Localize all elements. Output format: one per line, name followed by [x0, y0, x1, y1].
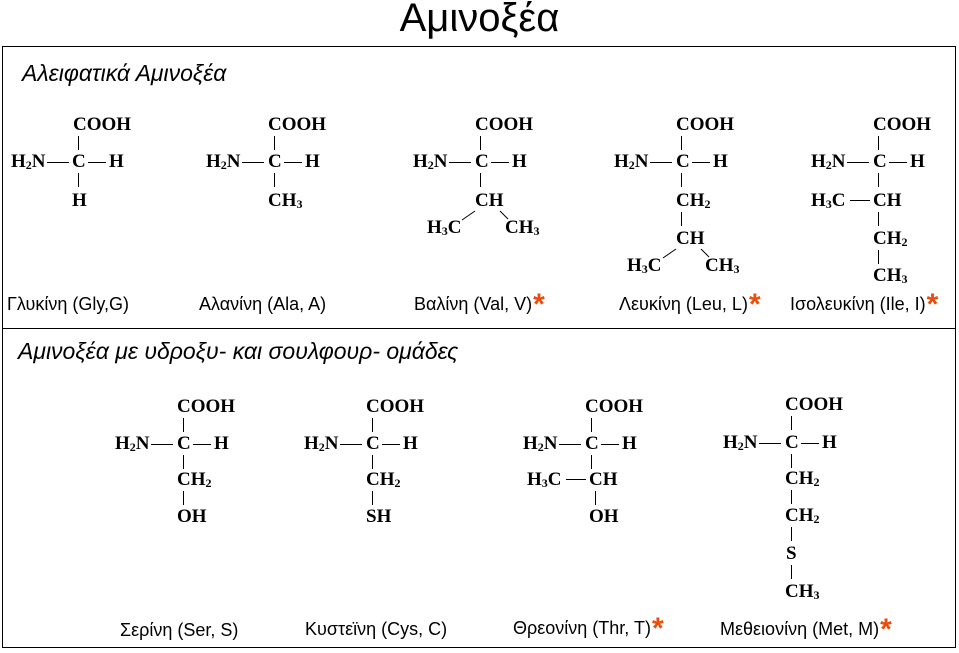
side-chain-oh: OH — [589, 506, 619, 527]
amino-acid-name-threonine: Θρεονίνη (Thr, T)* — [513, 612, 664, 645]
alpha-hydrogen: H — [910, 151, 925, 172]
amino-acid-name-alanine: Αλανίνη (Ala, A) — [199, 294, 327, 314]
side-chain-ch3: $CH_3$ — [785, 581, 820, 602]
section-title-hydroxy-sulfur: Αμινοξέα με υδροξυ- και σουλφουρ- ομάδες — [18, 338, 459, 364]
alpha-carbon: C — [676, 151, 690, 172]
alpha-carbon: C — [475, 151, 489, 172]
amine-group: $H_2N$ — [115, 433, 150, 454]
amine-group: $H_2N$ — [614, 151, 649, 172]
alpha-hydrogen: H — [822, 432, 837, 453]
alpha-carbon: C — [585, 433, 599, 454]
amine-group: $H_2N$ — [413, 151, 448, 172]
essential-star-icon: * — [880, 613, 892, 646]
alpha-carbon: C — [873, 151, 887, 172]
alpha-hydrogen: H — [305, 151, 320, 172]
carboxyl-group: COOH — [475, 114, 534, 135]
alpha-hydrogen: H — [214, 433, 229, 454]
side-chain-ch: CH — [589, 469, 618, 490]
alpha-carbon: C — [366, 433, 380, 454]
side-chain-h3c: $H_3C$ — [427, 217, 462, 238]
page-title: Αμινοξέα — [399, 0, 560, 40]
amine-group: $H_2N$ — [523, 433, 558, 454]
alpha-hydrogen: H — [109, 151, 124, 172]
essential-star-icon: * — [926, 288, 939, 321]
side-chain-ch2: $CH_2$ — [785, 468, 820, 489]
amino-acid-name-leucine: Λευκίνη (Leu, L)* — [619, 288, 761, 321]
alpha-hydrogen: H — [403, 433, 418, 454]
alpha-hydrogen: H — [512, 151, 527, 172]
carboxyl-group: COOH — [366, 396, 425, 417]
alpha-carbon: C — [72, 151, 86, 172]
side-chain-ch2: $CH_2$ — [873, 228, 908, 249]
alpha-carbon: C — [785, 432, 799, 453]
amino-acid-name-serine: Σερίνη (Ser, S) — [120, 620, 239, 640]
side-chain-ch: CH — [873, 190, 902, 211]
alpha-carbon: C — [177, 433, 191, 454]
side-chain-s: S — [786, 543, 797, 564]
carboxyl-group: COOH — [268, 114, 327, 135]
amino-acid-name-methionine: Μεθειονίνη (Met, M)* — [720, 613, 892, 646]
side-chain-ch2: $CH_2$ — [785, 505, 820, 526]
side-chain-sh: SH — [366, 506, 392, 527]
amine-group: $H_2N$ — [304, 433, 339, 454]
essential-star-icon: * — [533, 288, 545, 321]
amine-group: $H_2N$ — [723, 432, 758, 453]
essential-star-icon: * — [651, 612, 664, 645]
amino-acid-name-cysteine: Κυστεϊνη (Cys, C) — [305, 619, 448, 639]
carboxyl-group: COOH — [73, 114, 132, 135]
side-chain-ch3: $CH_3$ — [505, 217, 540, 238]
side-chain-ch3: $CH_3$ — [268, 190, 303, 211]
amine-group: $H_2N$ — [11, 151, 46, 172]
side-chain-ch: CH — [676, 228, 705, 249]
side-chain-ch2: $CH_2$ — [366, 469, 401, 490]
carboxyl-group: COOH — [785, 394, 844, 415]
side-chain-ch2: $CH_2$ — [676, 190, 711, 211]
amine-group: $H_2N$ — [811, 151, 846, 172]
side-chain-h3c: $H_3C$ — [627, 255, 662, 276]
carboxyl-group: COOH — [873, 114, 932, 135]
side-chain-h3c: $H_3C$ — [527, 469, 562, 490]
carboxyl-group: COOH — [676, 114, 735, 135]
alpha-hydrogen: H — [713, 151, 728, 172]
amine-group: $H_2N$ — [206, 151, 241, 172]
side-chain-h3c: $H_3C$ — [811, 190, 846, 211]
carboxyl-group: COOH — [585, 396, 644, 417]
side-chain-ch2: $CH_2$ — [177, 469, 212, 490]
side-chain-ch3: $CH_3$ — [705, 255, 740, 276]
essential-star-icon: * — [748, 288, 761, 321]
section-title-aliphatic: Αλειφατικά Αμινοξέα — [22, 60, 227, 86]
carboxyl-group: COOH — [177, 396, 236, 417]
side-chain-oh: OH — [177, 506, 207, 527]
amino-acid-name-isoleucine: Ισολευκίνη (Ile, I)* — [790, 288, 939, 321]
side-chain-ch3: $CH_3$ — [873, 265, 908, 286]
side-chain-ch: CH — [475, 190, 504, 211]
alpha-hydrogen: H — [622, 433, 637, 454]
amino-acid-name-glycine: Γλυκίνη (Gly,G) — [7, 294, 129, 314]
amino-acid-name-valine: Βαλίνη (Val, V)* — [414, 288, 545, 321]
side-chain-h: H — [72, 190, 87, 211]
alpha-carbon: C — [268, 151, 282, 172]
